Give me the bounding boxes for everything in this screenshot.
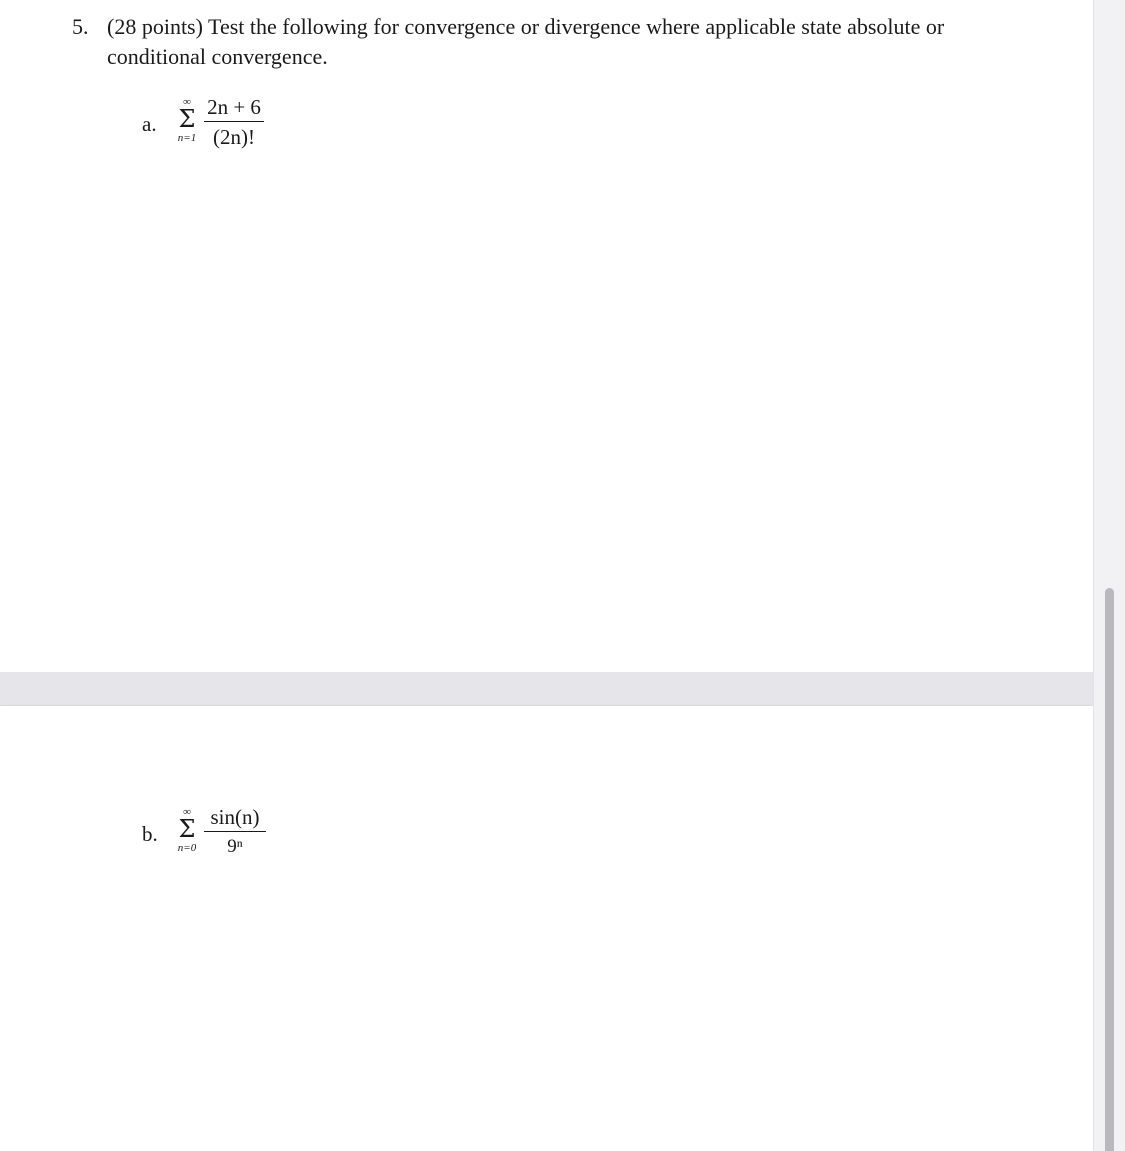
part-a-summation — [172, 97, 202, 145]
part-b-denominator: 9ⁿ — [227, 836, 243, 857]
part-a-fraction — [204, 94, 264, 150]
part-a-label: a. — [142, 112, 157, 136]
part-b-numerator: sin(n) — [204, 804, 266, 832]
part-a-sum-upper: ∞ — [183, 96, 191, 108]
part-b-fraction — [204, 804, 266, 860]
part-a-sum-lower: n=1 — [177, 132, 197, 144]
question-number: 5. — [72, 14, 89, 39]
part-b-label: b. — [142, 822, 158, 846]
sigma-symbol: Σ — [178, 105, 196, 133]
page-gap — [0, 672, 1093, 706]
part-b-sum-lower: n=0 — [177, 842, 197, 854]
part-a-denominator: (2n)! — [213, 125, 255, 149]
part-b-summation — [172, 807, 202, 855]
scrollbar-thumb[interactable] — [1105, 588, 1114, 1151]
part-a-numerator: 2n + 6 — [204, 94, 264, 122]
page-2 — [0, 706, 1093, 1151]
part-b-sum-upper: ∞ — [183, 806, 191, 818]
sigma-symbol: Σ — [178, 815, 196, 843]
question-text: (28 points) Test the following for convergence or divergence where applicable state absolute or conditional convergence. — [107, 14, 945, 69]
